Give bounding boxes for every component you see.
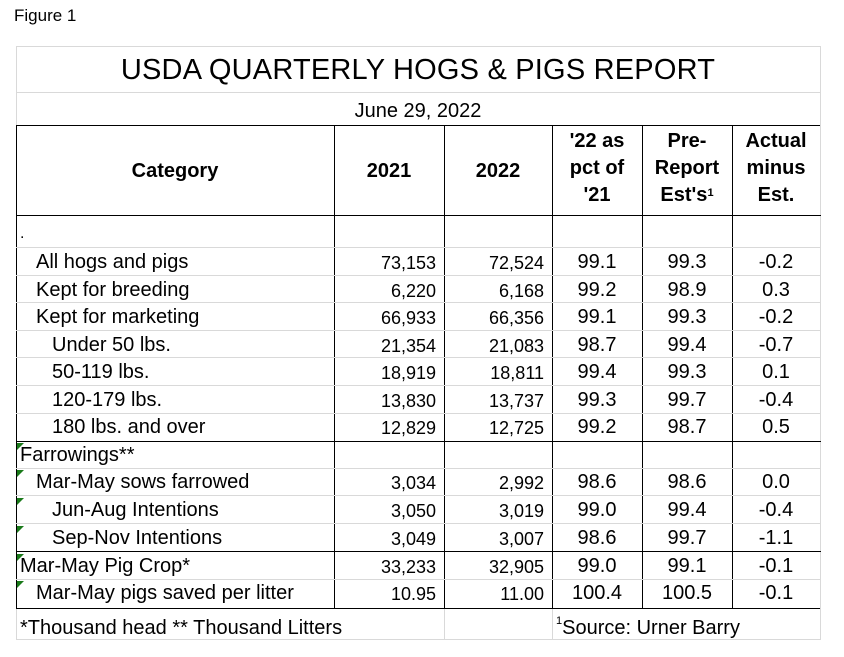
cell-note-indicator-icon [17, 498, 24, 505]
table-gridline [16, 639, 821, 640]
row-label: Farrowings** [20, 444, 135, 466]
pct-of-2021: 98.6 [577, 527, 617, 549]
pre-report-estimate: 99.3 [667, 361, 707, 383]
value-2022: 21,083 [488, 336, 544, 356]
value-2021: 73,153 [380, 253, 436, 273]
figure-label: Figure 1 [14, 6, 77, 25]
table-gridline [16, 579, 821, 580]
row-label: Kept for marketing [36, 306, 200, 328]
actual-minus-estimate: -0.1 [758, 582, 794, 604]
cell-note-indicator-icon [17, 443, 24, 450]
row-label: Mar-May pigs saved per litter [36, 582, 294, 604]
footer-source-note: $^1$Source: Urner Barry [556, 615, 740, 639]
pre-report-estimate: 99.4 [667, 499, 707, 521]
value-2021: 3,050 [390, 501, 436, 521]
row-label: Kept for breeding [36, 279, 190, 301]
value-2022: 66,356 [488, 308, 544, 328]
table-gridline [16, 275, 821, 276]
header-2022: 2022 [475, 160, 521, 182]
value-2021: 21,354 [380, 336, 436, 356]
actual-minus-estimate: 0.1 [762, 361, 790, 383]
pre-report-estimate: 99.4 [667, 334, 707, 356]
value-2022: 3,019 [498, 501, 544, 521]
header-actual-minus-est: Actual minus Est. [745, 130, 807, 206]
value-2022: 32,905 [488, 557, 544, 577]
actual-minus-estimate: 0.5 [762, 416, 790, 438]
pre-report-estimate: 99.7 [667, 527, 707, 549]
value-2022: 2,992 [498, 473, 544, 493]
row-label: Mar-May sows farrowed [36, 471, 250, 493]
table-border [16, 125, 821, 126]
row-label: 50-119 lbs. [52, 361, 150, 383]
pct-of-2021: 99.2 [577, 279, 617, 301]
actual-minus-estimate: -0.1 [758, 555, 794, 577]
pct-of-2021: 99.0 [577, 499, 617, 521]
table-border [732, 125, 733, 609]
table-gridline [16, 46, 820, 47]
actual-minus-estimate: 0.0 [762, 471, 790, 493]
value-2022: 3,007 [498, 529, 544, 549]
table-gridline [820, 125, 821, 639]
value-2021: 13,830 [380, 391, 436, 411]
pct-of-2021: 100.4 [571, 582, 623, 604]
row-label: Under 50 lbs. [52, 334, 171, 356]
table-border [16, 441, 821, 442]
value-2021: 33,233 [380, 557, 436, 577]
table-border [552, 125, 553, 609]
table-gridline [16, 302, 821, 303]
footer-units-note: *Thousand head ** Thousand Litters [20, 617, 343, 639]
pre-report-estimate: 100.5 [661, 582, 713, 604]
table-gridline [16, 385, 821, 386]
header-category: Category [131, 160, 219, 182]
table-gridline [16, 330, 821, 331]
pre-report-estimate: 98.6 [667, 471, 707, 493]
cell-note-indicator-icon [17, 526, 24, 533]
value-2021: 18,919 [380, 363, 436, 383]
pre-report-estimate: 99.3 [667, 251, 707, 273]
actual-minus-estimate: -0.4 [758, 499, 794, 521]
row-label: Sep-Nov Intentions [52, 527, 223, 549]
row-label: 180 lbs. and over [52, 416, 206, 438]
table-gridline [16, 357, 821, 358]
row-label: All hogs and pigs [36, 251, 189, 273]
actual-minus-estimate: -0.4 [758, 389, 794, 411]
actual-minus-estimate: -0.2 [758, 306, 794, 328]
table-border [444, 125, 445, 609]
pct-of-2021: 99.2 [577, 416, 617, 438]
row-label: Jun-Aug Intentions [52, 499, 219, 521]
value-2022: 13,737 [488, 391, 544, 411]
pct-of-2021: 98.6 [577, 471, 617, 493]
table-gridline [820, 46, 821, 126]
value-2021: 10.95 [390, 584, 436, 604]
actual-minus-estimate: -0.7 [758, 334, 794, 356]
table-border [642, 125, 643, 609]
cell-note-indicator-icon [17, 470, 24, 477]
pct-of-2021: 99.1 [577, 251, 617, 273]
table-gridline [16, 495, 821, 496]
table-gridline [552, 609, 553, 639]
value-2022: 12,725 [488, 418, 544, 438]
table-border [334, 125, 335, 609]
value-2021: 12,829 [380, 418, 436, 438]
report-title: USDA QUARTERLY HOGS & PIGS REPORT [120, 54, 716, 86]
cell-note-indicator-icon [17, 554, 24, 561]
pre-report-estimate: 98.9 [667, 279, 707, 301]
value-2021: 6,220 [390, 281, 436, 301]
value-2021: 3,034 [390, 473, 436, 493]
table-gridline [16, 523, 821, 524]
table-border [16, 551, 821, 552]
table-gridline [16, 468, 821, 469]
pct-of-2021: 99.3 [577, 389, 617, 411]
pre-report-estimate: 99.3 [667, 306, 707, 328]
value-2021: 66,933 [380, 308, 436, 328]
table-border [16, 125, 17, 609]
pct-of-2021: 98.7 [577, 334, 617, 356]
actual-minus-estimate: 0.3 [762, 279, 790, 301]
pre-report-estimate: 99.1 [667, 555, 707, 577]
table-border [16, 608, 821, 609]
header-pre-report-est: Pre- Report $Est's^1$ [654, 130, 720, 206]
value-2022: 11.00 [500, 584, 544, 604]
actual-minus-estimate: -1.1 [758, 527, 794, 549]
table-border [16, 215, 821, 216]
value-2022: 72,524 [488, 253, 544, 273]
header-2021: 2021 [366, 160, 412, 182]
value-2021: 3,049 [390, 529, 436, 549]
actual-minus-estimate: -0.2 [758, 251, 794, 273]
pre-report-estimate: 99.7 [667, 389, 707, 411]
pre-report-estimate: 98.7 [667, 416, 707, 438]
value-2022: 18,811 [490, 363, 544, 383]
row-label: Mar-May Pig Crop* [20, 555, 191, 577]
cell-note-indicator-icon [17, 581, 24, 588]
table-gridline [16, 247, 821, 248]
table-gridline [16, 46, 17, 126]
row-label: 120-179 lbs. [52, 389, 163, 411]
table-gridline [16, 609, 17, 639]
table-gridline [16, 413, 821, 414]
header-pct-of-2021: '22 as pct of '21 [569, 130, 625, 206]
value-2022: 6,168 [498, 281, 544, 301]
pct-of-2021: 99.4 [577, 361, 617, 383]
table-gridline [16, 92, 820, 93]
pct-of-2021: 99.0 [577, 555, 617, 577]
pct-of-2021: 99.1 [577, 306, 617, 328]
report-date: June 29, 2022 [354, 100, 482, 122]
table-gridline [444, 609, 445, 639]
spacer-dot: . [20, 225, 25, 242]
